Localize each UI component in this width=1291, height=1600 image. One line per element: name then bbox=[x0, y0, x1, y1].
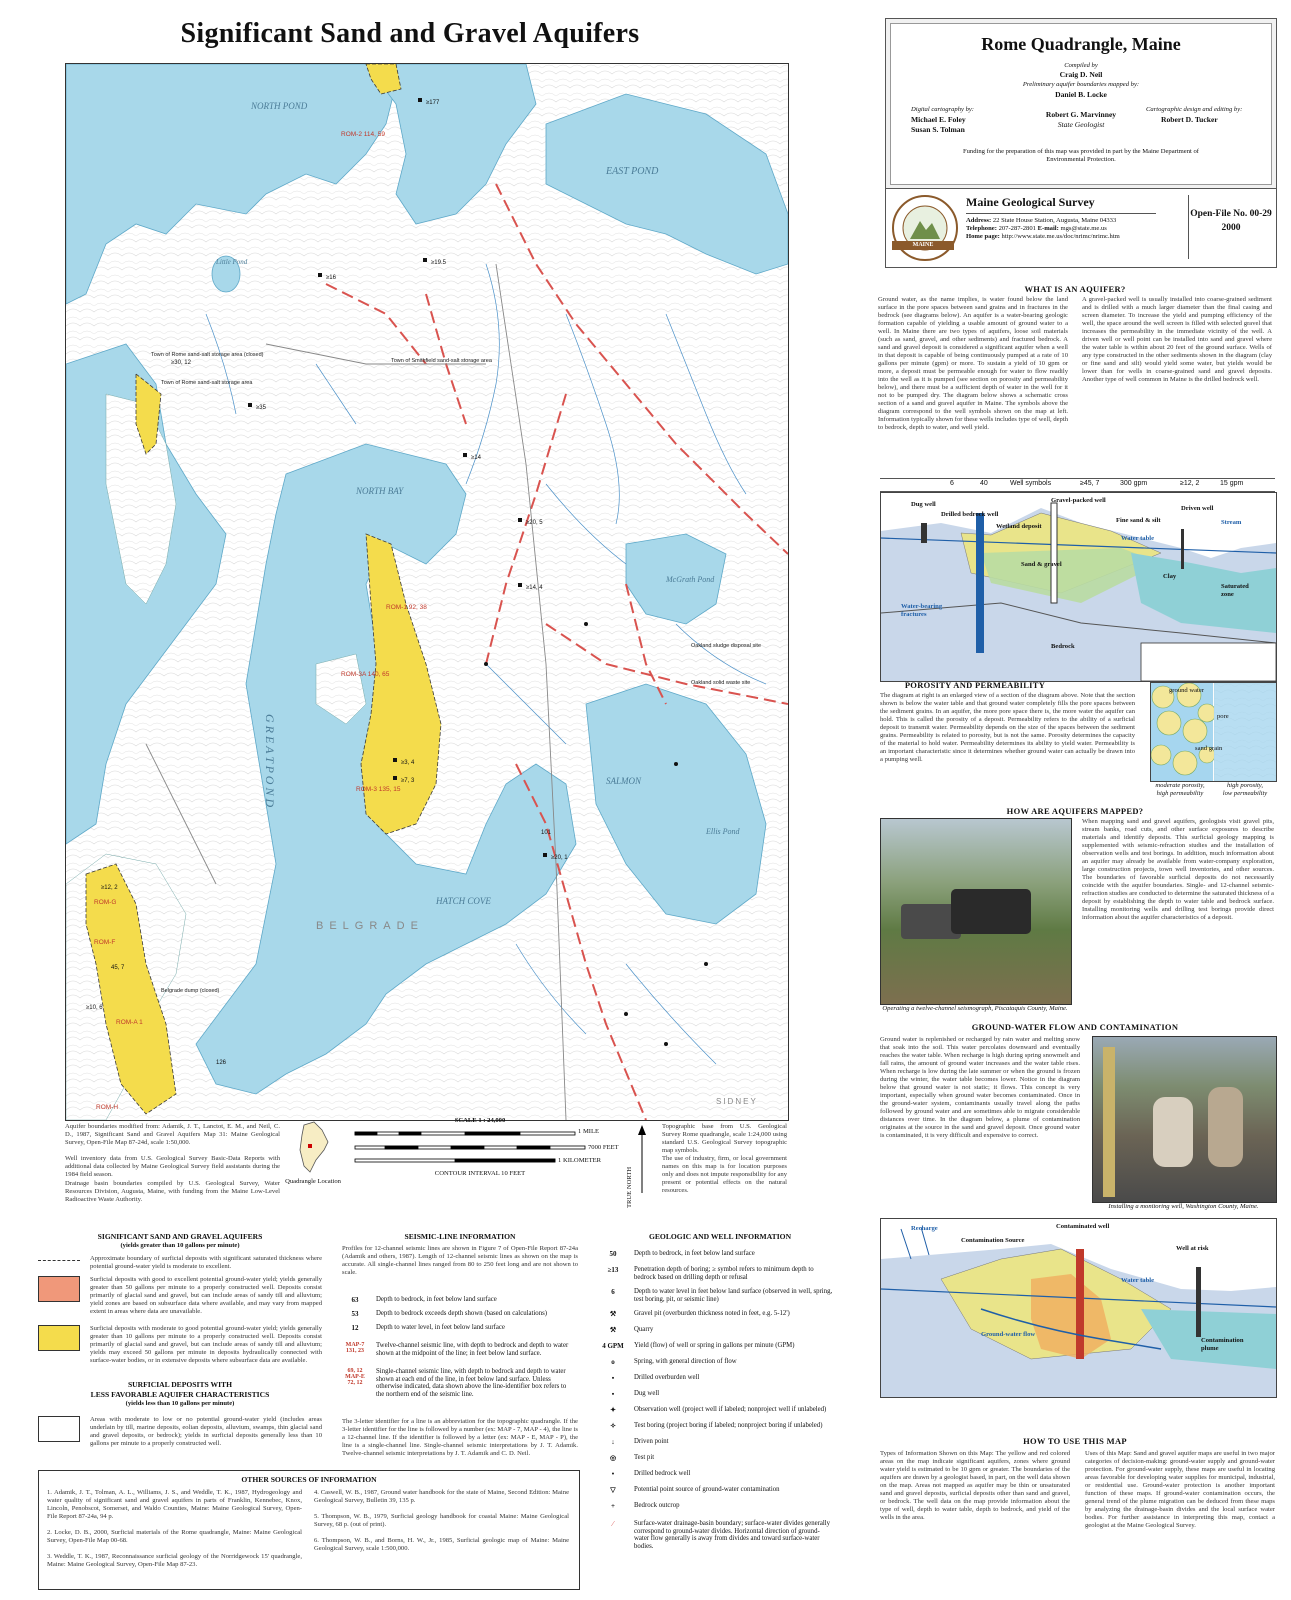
seismic-row-text: Single-channel seismic line, with depth to bedrock and depth to water shown at each end of the line, in feet below land surface. Unless otherwise indicated, data shown above the line-identifier box refers to the northern end of the seismic line. bbox=[376, 1368, 567, 1398]
scale-mile: 1 MILE bbox=[578, 1128, 600, 1135]
por-cap-right-2: low permeability bbox=[1222, 790, 1268, 797]
source-drainage: Drainage basin boundaries compiled by U.S. Geological Survey, Water Resources Division, Augusta, Maine, with funding from the Maine Low-Level Radioactive Waste Authority. bbox=[65, 1180, 280, 1203]
xs-bedrock: Bedrock bbox=[1051, 643, 1075, 650]
symbol-label: Well symbols bbox=[1010, 480, 1052, 487]
well-value[interactable]: ≥20, 5 bbox=[526, 520, 543, 526]
well-value[interactable]: ≥30, 12 bbox=[171, 360, 191, 366]
seismic-sym: 53 bbox=[351, 1310, 359, 1318]
topo-base: Topographic base from U.S. Geological Survey Rome quadrangle, scale 1:24,000 using standard U.S. Geological Survey topographic map symbols. bbox=[662, 1123, 787, 1154]
label-little-pond: Little Pond bbox=[216, 258, 248, 266]
geo-row-text: Gravel pit (overburden thickness noted in feet, e.g. 5-12') bbox=[634, 1310, 790, 1317]
geo-rows bbox=[600, 1250, 840, 1590]
site-rome-closed: Town of Rome sand-salt storage area (closed) bbox=[151, 352, 264, 358]
legend-dash-line bbox=[38, 1260, 80, 1261]
seismic-row-text: Twelve-channel seismic line, with depth to bedrock and depth to water shown at the midpoint of the line; in feet below land surface. bbox=[376, 1342, 569, 1357]
xs-sand-gravel: Sand & gravel bbox=[1021, 561, 1062, 568]
xs-driven-well: Driven well bbox=[1181, 505, 1214, 512]
open-file-year: 2000 bbox=[1221, 223, 1241, 233]
geo-row-text: Spring, with general direction of flow bbox=[634, 1358, 737, 1365]
geo-row-text: Penetration depth of boring; ≥ symbol refers to minimum depth to bedrock based on drilling depth or refusal bbox=[634, 1266, 814, 1281]
label-east-pond: EAST POND bbox=[606, 166, 659, 177]
xs-stream: Stream bbox=[1221, 519, 1242, 526]
legend-heading-2b: LESS FAVORABLE AQUIFER CHARACTERISTICS bbox=[90, 1390, 270, 1399]
well-value[interactable]: ≥3, 4 bbox=[401, 760, 415, 766]
scale-label: SCALE 1 : 24,000 bbox=[454, 1117, 506, 1124]
survey-box bbox=[885, 188, 1277, 268]
quad-location-label: Quadrangle Location bbox=[285, 1178, 341, 1185]
cross-section-diagram bbox=[880, 492, 1277, 682]
contamination-diagram bbox=[880, 1218, 1277, 1398]
design-label: Cartographic design and editing by: bbox=[1146, 106, 1243, 113]
credits-box bbox=[885, 18, 1277, 190]
xs-clay: Clay bbox=[1163, 573, 1177, 580]
well-value[interactable]: ≥177 bbox=[426, 100, 440, 106]
compiler: Craig D. Neil bbox=[1059, 70, 1103, 79]
por-cap-left-2: high permeability bbox=[1156, 790, 1204, 797]
seismic-rom1[interactable]: ROM-1 92, 38 bbox=[386, 604, 427, 611]
xs-water-table: Water table bbox=[1121, 535, 1155, 542]
label-belgrade: BELGRADE bbox=[316, 920, 424, 932]
site-rome-sandsalt: Town of Rome sand-salt storage area bbox=[161, 380, 253, 386]
compiled-label: Compiled by bbox=[1064, 62, 1098, 69]
seismic-rows bbox=[342, 1296, 578, 1406]
email[interactable]: mgs@state.me.us bbox=[1060, 225, 1107, 232]
por-ground-water: ground water bbox=[1169, 687, 1204, 694]
label-mcgrath-pond: McGrath Pond bbox=[666, 575, 715, 584]
por-cap-left-1: moderate porosity, bbox=[1155, 782, 1205, 789]
cd-plume: Contamination plume bbox=[1201, 1337, 1244, 1352]
ref-1: 1. Adamik, J. T., Tolman, A. L., Williams, J. S., and Weddle, T. K., 1987, Hydrogeology and water quality of significant sand and gravel aquifers in parts of Franklin, Kennebec, Knox, Lincoln, Penobscot, Somerset, and Waldo Counties, Maine: Maine Geological Survey, Open-File Report 87-24a, 94 p. bbox=[47, 1489, 302, 1520]
geo-row-text: Potential point source of ground-water contamination bbox=[634, 1486, 780, 1493]
survey-name: Maine Geological Survey bbox=[966, 195, 1095, 209]
legend-dash-text: Approximate boundary of surficial deposits with significant saturated thickness where potential ground-water yield is moderate to excellent. bbox=[90, 1255, 322, 1270]
driven-point-icon: ↓ bbox=[611, 1438, 615, 1446]
geo-sym: 6 bbox=[611, 1288, 615, 1296]
ref-4: 4. Caswell, W. B., 1987, Ground water handbook for the state of Maine, Second Edition: Maine Geological Survey, Bulletin 39, 135 p. bbox=[314, 1489, 569, 1504]
por-cap-right-1: high porosity, bbox=[1226, 782, 1264, 789]
quad-title: Rome Quadrangle, Maine bbox=[981, 34, 1181, 54]
ref-5: 5. Thompson, W. B., 1979, Surficial geology handbook for coastal Maine: Maine Geological Survey, 68 p. (out of print). bbox=[314, 1513, 569, 1528]
well-value[interactable]: ≥7, 3 bbox=[401, 778, 415, 784]
source-aquifer-boundaries: Aquifer boundaries modified from: Adamik, J. T., Lanctot, E. M., and Neil, C. D., 1987, Significant Sand and Gravel Aquifers Map 31: Maine Geological Survey, Open-File Map 87-24d, scale 1:50,000. bbox=[65, 1123, 280, 1146]
address-label: Address: bbox=[966, 217, 992, 224]
seal-maine-text: MAINE bbox=[892, 241, 954, 250]
symbol-12: ≥12, 2 bbox=[1180, 480, 1200, 487]
geo-row-text: Observation well (project well if labeled; nonproject well if unlabeled) bbox=[634, 1406, 827, 1413]
cd-contaminated-well: Contaminated well bbox=[1056, 1223, 1110, 1230]
well-value[interactable]: 45, 7 bbox=[111, 965, 125, 971]
bedrock-well-icon: • bbox=[611, 1470, 615, 1478]
geo-row-text: Test boring (project boring if labeled; nonproject boring if unlabeled) bbox=[634, 1422, 823, 1429]
geo-row-text: Bedrock outcrop bbox=[634, 1502, 680, 1509]
prelim-name: Daniel B. Locke bbox=[1055, 90, 1107, 99]
well-value[interactable]: ≥35 bbox=[256, 405, 266, 411]
howto-heading: HOW TO USE THIS MAP bbox=[1023, 1436, 1127, 1446]
scale-km: 1 KILOMETER bbox=[558, 1157, 602, 1164]
geo-sym: 50 bbox=[609, 1250, 617, 1258]
seismic-romh[interactable]: ROM-H bbox=[96, 1104, 119, 1111]
ref-3: 3. Weddle, T. K., 1987, Reconnaissance surficial geology of the Norridgewock 15' quadrangle, Maine: Maine Geological Survey, Open-File Map 87-23. bbox=[47, 1553, 302, 1568]
test-boring-icon: ✧ bbox=[610, 1422, 616, 1430]
cd-well-at-risk: Well at risk bbox=[1176, 1245, 1209, 1252]
email-label: E-mail: bbox=[1037, 225, 1059, 232]
seismic-sym-1ch: 69, 12 MAP-E 72, 12 bbox=[345, 1368, 365, 1386]
monitoring-caption: Installing a monitoring well, Washington County, Maine. bbox=[1108, 1203, 1259, 1210]
legend-red-text: Surficial deposits with good to excellent potential ground-water yield; yields generally greater than 50 gallons per minute to a properly constructed well. Deposits consist primarily of glacial sand and gravel, but can include areas of sandy till and alluvium; yield zones are based on subsurface data where available, and may vary from mapped extent in areas where data are unavailable. bbox=[90, 1276, 322, 1315]
seismograph-photo bbox=[880, 818, 1072, 1005]
howto-col1: Types of Information Shown on this Map: The yellow and red colored areas on the map indicate significant aquifers, zones where ground water yield is estimated to be 10 gpm or greater. The boundaries of the aquifers are drawn by a geologist based, in part, on the well data shown on the map. Areas not mapped as aquifer may be thin or unsaturated sand and gravel deposits, surficial deposits other than sand and gravel, or bedrock. The well data on the map provide information about the type of well, depth to water table, depth to bedrock, and yield of the wells in the area. bbox=[880, 1450, 1070, 1521]
seismic-romf[interactable]: ROM-F bbox=[94, 939, 116, 946]
porosity-heading: POROSITY AND PERMEABILITY bbox=[904, 680, 1046, 690]
site-oakland-sludge: Oakland sludge disposal site bbox=[691, 643, 762, 649]
seismic-rom3[interactable]: ROM-3 135, 15 bbox=[356, 786, 401, 793]
label-ellis-pond: Ellis Pond bbox=[706, 827, 740, 836]
geo-row-text: Yield (flow) of well or spring in gallons per minute (GPM) bbox=[634, 1342, 795, 1349]
well-value[interactable]: ≥10, 6 bbox=[86, 1005, 103, 1011]
drainage-divide-icon: ⁄ bbox=[612, 1520, 614, 1528]
well-value[interactable]: ≥14, 4 bbox=[526, 585, 543, 591]
map-canvas bbox=[66, 64, 788, 1120]
contour-interval: CONTOUR INTERVAL 10 FEET bbox=[434, 1170, 526, 1177]
geo-row-text: Dug well bbox=[634, 1390, 660, 1397]
symbol-15: 15 gpm bbox=[1220, 480, 1244, 487]
geo-row-text: Depth to bedrock, in feet below land surface bbox=[634, 1250, 755, 1257]
open-file-number: Open-File No. 00-29 bbox=[1190, 209, 1272, 219]
legend-yellow-text: Surficial deposits with moderate to good potential ground-water yield; yields generally greater than 10 gallons per minute to a properly constructed well. Deposits consist primarily of glacial sand and gravel, but can include areas of sandy till and alluvium; yields may exceed 50 gallons per minute in deposits hydraulically connected with surface-water bodies, or in extensive deposits where subsurface data are available. bbox=[90, 1325, 322, 1364]
aquifer-text-col1: Ground water, as the name implies, is water found below the land surface in the pore spaces between sand grains and in fractures in the bedrock (see diagrams below). An aquifer is a water-bearing geologic formation capable of yielding a usable amount of ground water to a well. In Maine there are two types of aquifers, loose soil materials (such as sand, gravel, and other sediments) and fractured bedrock. A sand and gravel deposit is considered a significant aquifer when a well in that deposit is capable of being continuously pumped at a rate of 10 gallons per minute (gpm) or more. To sustain a yield of 10 gpm or more, a deposit must be permeable enough for water to flow readily into the well as it is pumped (see section on porosity and permeability below), and there must be a sufficient depth of water in the well for it not to be pumped dry. The diagram below shows a schematic cross section of a sand and gravel aquifer in Maine. The symbols above the diagram correspond to the well symbols shown on the map at left. Information typically shown for these wells includes type of well, depth to bedrock, depth to water, and well yield. bbox=[878, 296, 1068, 431]
well-value[interactable]: ≥19.5 bbox=[431, 260, 446, 266]
digital-label: Digital cartography by: bbox=[911, 106, 974, 113]
aquifer-heading: WHAT IS AN AQUIFER? bbox=[1024, 284, 1126, 294]
well-value[interactable]: 126 bbox=[216, 1060, 227, 1066]
site-oakland-solid: Oakland solid waste site bbox=[691, 680, 751, 686]
well-value[interactable]: ≥20, 1 bbox=[551, 855, 568, 861]
well-value[interactable]: ≥14 bbox=[471, 455, 481, 461]
address: 22 State House Station, Augusta, Maine 04333 bbox=[992, 217, 1117, 224]
geo-row-text: Surface-water drainage-basin boundary; surface-water divides generally correspond to ground-water divides. Horizontal direction of ground-water flow generally is away from divides and toward surface-water bodies. bbox=[634, 1520, 831, 1550]
cd-water-table: Water table bbox=[1121, 1277, 1155, 1284]
seismic-rom2[interactable]: ROM-2 114, 59 bbox=[341, 131, 385, 138]
monitoring-well-photo bbox=[1092, 1036, 1277, 1203]
main-map[interactable] bbox=[65, 63, 789, 1121]
legend-swatch-white bbox=[38, 1416, 80, 1442]
cd-source: Contamination Source bbox=[961, 1237, 1025, 1244]
site-belgrade-dump: Belgrade dump (closed) bbox=[161, 988, 220, 994]
true-north-label: TRUE NORTH bbox=[626, 1166, 633, 1208]
geologist-title: State Geologist bbox=[1057, 120, 1105, 129]
symbol-40: 40 bbox=[980, 480, 988, 487]
funding-note: Funding for the preparation of this map was provided in part by the Maine Department of Environmental Protection. bbox=[962, 148, 1200, 163]
seismic-intro: Profiles for 12-channel seismic lines are shown in Figure 7 of Open-File Report 87-24a (Adamik and others, 1987). Length of 12-channel seismic lines as shown on the map is accurate. All single-channel lines ranged from 80 to 250 feet long and are not shown to scale. bbox=[342, 1245, 578, 1276]
disclaimer: The use of industry, firm, or local government names on this map is for location purposes only and does not impute responsibility for any present or potential effects on the natural resources. bbox=[662, 1155, 787, 1194]
por-pore: pore bbox=[1217, 713, 1229, 720]
outcrop-icon: + bbox=[611, 1502, 615, 1510]
symbol-6: 6 bbox=[950, 480, 954, 487]
flow-heading: GROUND-WATER FLOW AND CONTAMINATION bbox=[971, 1022, 1179, 1032]
dug-well-icon: ▪ bbox=[611, 1390, 615, 1398]
observation-well-icon: ✦ bbox=[610, 1406, 616, 1414]
seismic-heading: SEISMIC-LINE INFORMATION bbox=[404, 1232, 516, 1241]
map-title: Significant Sand and Gravel Aquifers bbox=[180, 18, 640, 49]
geo-row-text: Drilled bedrock well bbox=[634, 1470, 691, 1477]
quarry-icon: ⚒ bbox=[609, 1326, 617, 1334]
geo-row-text: Test pit bbox=[634, 1454, 655, 1461]
xs-wetland: Wetland deposit bbox=[996, 523, 1042, 530]
prelim-label: Preliminary aquifer boundaries mapped by: bbox=[1022, 81, 1140, 88]
legend-swatch-red bbox=[38, 1276, 80, 1302]
label-sidney: SIDNEY bbox=[716, 1097, 758, 1106]
well-value[interactable]: 101 bbox=[541, 830, 552, 836]
seismic-footnote: The 3-letter identifier for a line is an abbreviation for the topographic quadrangle. If the 3-letter identifier for the line is followed by a number (ex: MAP - 7, MAP - 4), the line is a 12-channel line. If the identifier is followed by a letter (ex: MAP - E, MAP - P), the line is a single-channel line. Single-channel seismic interpretations by J. T. Adamik. Twelve-channel seismic interpretations by J. T. Adamik and C. D. Neil. bbox=[342, 1418, 578, 1457]
seismic-sym: 63 bbox=[351, 1296, 359, 1304]
well-value[interactable]: ≥12, 2 bbox=[101, 885, 118, 891]
howto-col2: Uses of this Map: Sand and gravel aquifer maps are useful in two major categories of decision-making: ground-water supply and ground-water protection. For ground-water supply, these maps are useful in locating areas favorable for developing water supplies for municipal, industrial, or residential use. Ground-water protection is another important function of these maps. If ground-water contamination occurs, the general trend of the plume migration can be deduced from these maps by analyzing the drainage-basin divides and the local surface water bodies. For further assistance in interpreting this map, contact a geologist at the Maine Geological Survey. bbox=[1085, 1450, 1275, 1529]
geo-heading: GEOLOGIC AND WELL INFORMATION bbox=[648, 1232, 792, 1241]
xs-fractures: Water-bearing fractures bbox=[901, 603, 943, 618]
seismic-sym-12ch: MAP-7 131, 23 bbox=[345, 1342, 365, 1354]
maine-locator-map bbox=[292, 1120, 332, 1175]
seismic-row-text: Depth to bedrock, in feet below land surface bbox=[376, 1296, 497, 1303]
digital-name-1: Michael E. Foley bbox=[911, 115, 966, 124]
xs-gravel-packed: Gravel-packed well bbox=[1051, 497, 1106, 504]
seismograph-caption: Operating a twelve-channel seismograph, Piscataquis County, Maine. bbox=[882, 1005, 1068, 1012]
porosity-diagram bbox=[1150, 682, 1277, 782]
legend-white-text: Areas with moderate to low or no potential ground-water yield (includes areas underlain by till, marine deposits, eolian deposits, alluvium, swamps, thin glacial sand and gravel deposits, or bedrock); yields in surficial deposits generally less than 10 gallons per minute to a properly constructed well. bbox=[90, 1416, 322, 1447]
source-well-inventory: Well inventory data from U.S. Geological Survey Basic-Data Reports with additional data collected by Maine Geological Survey field assistants during the 1984 field season. bbox=[65, 1155, 280, 1178]
gravel-pit-icon: ⚒ bbox=[609, 1310, 617, 1318]
seismic-row-text: Depth to water level, in feet below land surface bbox=[376, 1324, 505, 1331]
legend-heading-2-sub: (yields less than 10 gallons per minute) bbox=[125, 1400, 235, 1407]
xs-fine-sand: Fine sand & silt bbox=[1116, 517, 1161, 524]
seismic-row-text: Depth to bedrock exceeds depth shown (based on calculations) bbox=[376, 1310, 548, 1317]
geo-sym: ≥13 bbox=[607, 1266, 619, 1274]
maine-conservation-seal bbox=[892, 195, 958, 261]
porosity-text: The diagram at right is an enlarged view of a section of the diagram above. Note that the section shown is below the water table and that ground water completely fills the pore spaces between the sediment grains. In an aquifer, the more pore space there is, the more water the aquifer can hold. This is called the porosity of a deposit. Permeability refers to the ability of a surficial deposit to transmit water. Permeability depends on the size of the spaces between the sediment grains. Permeability is related to porosity, but is not the same. Porosity determines the capacity of the material to hold water. Permeability determines its ability to yield water. Permeability is an important characteristic since it determines whether ground water can actually be drawn into a pumping well. bbox=[880, 692, 1135, 763]
aquifer-text-col2: A gravel-packed well is usually installed into coarse-grained sediment and is drilled with a much larger diameter than the final casing and screen diameter. To increase the yield and pumping efficiency of the well, the space around the well screen is filled with selected gravel that increases the permeability in the immediate vicinity of the well. A driven well or well point can be installed into sand and gravel where the water table is within about 20 feet of the ground surface. Wells of any type constructed in the other sediments shown in the diagram (clay or fine sand and silt) would yield some water, but yields would be lower than for wells in coarse-grained sand and gravel deposits. Another type of well common in Maine is the drilled bedrock well. bbox=[1082, 296, 1272, 383]
por-sand-grain: sand grain bbox=[1195, 745, 1223, 752]
xs-saturated-zone: Saturated zone bbox=[1221, 583, 1249, 598]
geo-row-text: Driven point bbox=[634, 1438, 669, 1445]
legend-heading-2: SURFICIAL DEPOSITS WITH bbox=[127, 1380, 233, 1389]
ref-2: 2. Locke, D. B., 2000, Surficial materials of the Rome quadrangle, Maine: Maine Geological Survey, Open-File Map 00-68. bbox=[47, 1529, 302, 1544]
scale-feet: 7000 FEET bbox=[588, 1144, 619, 1151]
label-great-pond: G R E A T P O N D bbox=[263, 714, 277, 808]
geo-row-text: Drilled overburden well bbox=[634, 1374, 700, 1381]
geo-sym: 4 GPM bbox=[602, 1342, 624, 1350]
mapped-heading: HOW ARE AQUIFERS MAPPED? bbox=[1006, 806, 1144, 816]
label-salmon: SALMON bbox=[606, 776, 642, 786]
flow-text: Ground water is replenished or recharged by rain water and melting snow that soak into the soil. This water percolates downward and eventually reaches the water table. When recharge is high during spring snowmelt and fall rains, the amount of ground water increases and the water table rises. When recharge is low during the late summer or when the ground is frozen during the winter, the water table becomes lower. Notice in the diagram below that ground water is not static; it flows. This concept is very important, especially when ground water becomes contaminated. Once in the ground-water system, contaminants usually travel along the paths followed by ground water and are sometimes able to migrate considerable distances over time. In the diagram below, a plume of contamination originates at the source in the sand and gravel deposit. Once ground water is contaminated, it is very difficult and expensive to correct. bbox=[880, 1036, 1080, 1139]
site-smithfield: Town of Smithfield sand-salt storage area bbox=[391, 358, 492, 364]
geo-row-text: Quarry bbox=[634, 1326, 654, 1333]
overburden-well-icon: ▪ bbox=[611, 1374, 615, 1382]
digital-name-2: Susan S. Tolman bbox=[911, 125, 965, 134]
other-sources-box bbox=[38, 1470, 580, 1590]
legend-heading-1: SIGNIFICANT SAND AND GRAVEL AQUIFERS bbox=[97, 1232, 263, 1241]
design-name: Robert D. Tucker bbox=[1161, 115, 1218, 124]
telephone-label: Telephone: bbox=[966, 225, 997, 232]
label-hatch-cove: HATCH COVE bbox=[436, 896, 491, 906]
contamination-source-icon: ▽ bbox=[610, 1486, 616, 1494]
homepage-label: Home page: bbox=[966, 233, 1000, 240]
seismic-romg[interactable]: ROM-G bbox=[94, 899, 117, 906]
homepage[interactable]: http://www.state.me.us/doc/nrimc/nrimc.htm bbox=[1001, 233, 1120, 240]
ref-6: 6. Thompson, W. B., and Borns, H. W., Jr., 1985, Surficial geologic map of Maine: Maine Geological Survey, scale 1:500,000. bbox=[314, 1537, 569, 1552]
north-arrow bbox=[636, 1125, 648, 1195]
seismic-rom3a[interactable]: ROM-3A 140, 65 bbox=[341, 671, 390, 678]
cd-flow: Ground-water flow bbox=[981, 1331, 1036, 1338]
geologist-name: Robert G. Marvinney bbox=[1045, 110, 1117, 119]
legend-swatch-yellow bbox=[38, 1325, 80, 1351]
seismic-roma[interactable]: ROM-A 1 bbox=[116, 1019, 143, 1026]
seismic-sym: 12 bbox=[351, 1324, 359, 1332]
well-symbol-bar bbox=[880, 478, 1275, 492]
xs-dug-well: Dug well bbox=[911, 501, 936, 508]
legend-heading-1-sub: (yields greater than 10 gallons per minute) bbox=[120, 1242, 240, 1249]
geo-row-text: Depth to water level in feet below land surface (observed in well, spring, test boring, pit, or seismic line) bbox=[634, 1288, 833, 1303]
other-sources-heading: OTHER SOURCES OF INFORMATION bbox=[241, 1475, 377, 1484]
mapped-text: When mapping sand and gravel aquifers, geologists visit gravel pits, stream banks, road cuts, and other surface exposures to describe materials and identify deposits. This surficial geology mapping is supplemented with seismic-refraction studies and the installation of observation wells and test borings. In addition, much information about an aquifer may already be available from water-company exploration, large construction projects, town well inventories, and other sources. The boundaries of favorable surficial deposits do not necessarily coincide with the aquifer boundaries. Single- and 12-channel seismic-refraction studies are conducted to determine the saturated thickness of a deposit by establishing the depth to water table and bedrock surface. Installing monitoring wells and drilling test borings provide direct information about the aquifer characteristics of a deposit. bbox=[1082, 818, 1274, 921]
well-value[interactable]: ≥16 bbox=[326, 275, 336, 281]
xs-drilled-bedrock: Drilled bedrock well bbox=[941, 511, 999, 518]
symbol-45: ≥45, 7 bbox=[1080, 480, 1100, 487]
symbol-300: 300 gpm bbox=[1120, 480, 1148, 487]
label-north-bay: NORTH BAY bbox=[356, 486, 404, 496]
spring-icon: o bbox=[611, 1358, 615, 1366]
test-pit-icon: ◎ bbox=[609, 1454, 617, 1462]
cd-recharge: Recharge bbox=[911, 1225, 938, 1232]
telephone: 207-287-2801 bbox=[998, 225, 1036, 232]
label-north-pond: NORTH POND bbox=[251, 101, 308, 111]
